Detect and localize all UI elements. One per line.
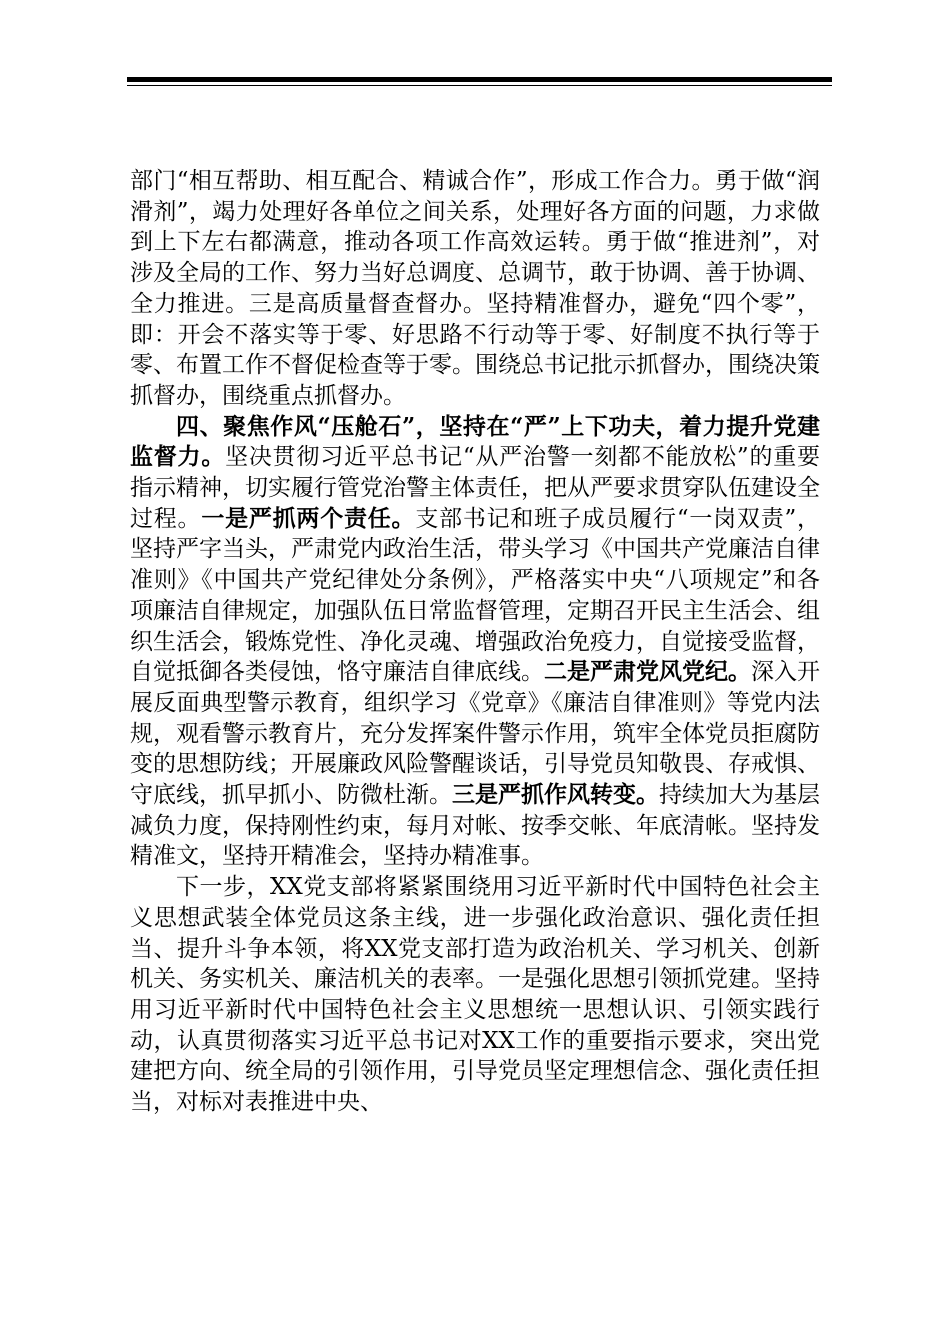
point-one-title: 一是严抓两个责任。	[201, 504, 416, 532]
point-three-text: 持续加大为基层减负力度，保持刚性约束，每月对帐、按季交帐、年底清帐。坚持发精准文，坚持开精准会，坚持办精准事。	[130, 782, 820, 870]
point-one-text: 支部书记和班子成员履行“一岗双责”，坚持严字当头，严肃党内政治生活，带头学习《中国共产党廉洁自律准则》《中国共产党纪律处分条例》，严格落实中央“八项规定”和各项廉洁自律规定，加强队伍日常监督管理，定期召开民主生活会、组织生活会，锻炼党性、净化灵魂、增强政治免疫力，自觉接受监督，自觉抵御各类侵蚀，恪守廉洁自律底线。	[130, 505, 821, 686]
point-three-title: 三是严抓作风转变。	[452, 781, 659, 809]
document-body	[130, 166, 820, 1118]
header-rule-thick	[127, 77, 832, 82]
header-rule-thin	[127, 85, 832, 86]
section-heading: 四、聚焦作风“压舱石”，坚持在“严”上下功夫，着力提升党建监督力。	[130, 412, 820, 471]
paragraph-section-four	[130, 412, 820, 873]
paragraph-continuation: 部门“相互帮助、相互配合、精诚合作”，形成工作合力。勇于做“润滑剂”，竭力处理好各单位之间关系，处理好各方面的问题，力求做到上下左右都满意，推动各项工作高效运转。勇于做“推进剂”，对涉及全局的工作、努力当好总调度、总调节，敢于协调、善于协调、全力推进。三是高质量督查督办。坚持精准督办，避免“四个零”，即：开会不落实等于零、好思路不行动等于零、好制度不执行等于零、布置工作不督促检查等于零。围绕总书记批示抓督办，围绕决策抓督办，围绕重点抓督办。	[130, 168, 820, 409]
section-intro: 坚决贯彻习近平总书记“从严治警一刻都不能放松”的重要指示精神，切实履行管党治警主体责任，把从严要求贯穿队伍建设全过程。	[130, 444, 820, 532]
point-two-title: 二是严肃党风党纪。	[544, 658, 751, 686]
paragraph-next-step: 下一步，XX党支部将紧紧围绕用习近平新时代中国特色社会主义思想武装全体党员这条主线，进一步强化政治意识、强化责任担当、提升斗争本领，将XX党支部打造为政治机关、学习机关、创新机关、务实机关、廉洁机关的表率。一是强化思想引领抓党建。坚持用习近平新时代中国特色社会主义思想统一思想认识、引领实践行动，认真贯彻落实习近平总书记对XX工作的重要指示要求，突出党建把方向、统全局的引领作用，引导党员坚定理想信念、强化责任担当，对标对表推进中央、	[130, 874, 820, 1116]
point-two-text: 深入开展反面典型警示教育，组织学习《党章》《廉洁自律准则》等党内法规，观看警示教育片，充分发挥案件警示作用，筑牢全体党员拒腐防变的思想防线；开展廉政风险警醒谈话，引导党员知敬畏、存戒惧、守底线，抓早抓小、防微杜渐。	[130, 659, 820, 809]
